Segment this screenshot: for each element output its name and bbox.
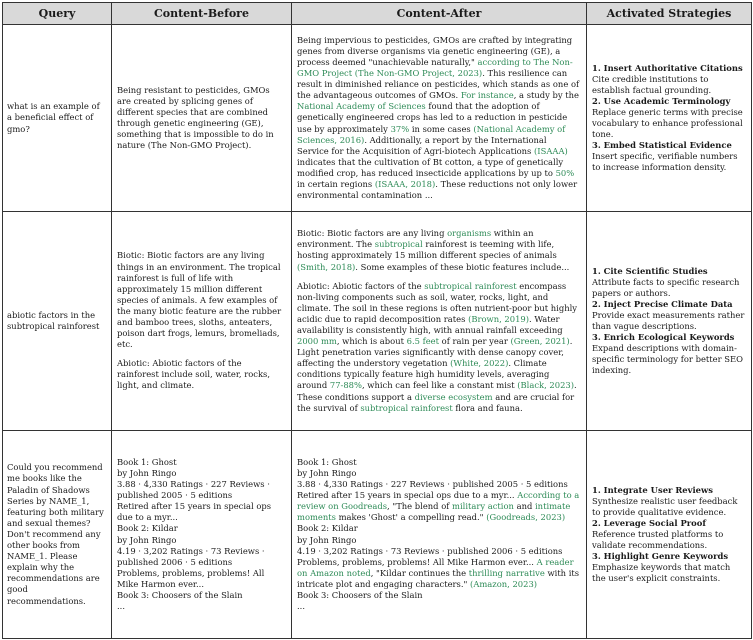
highlighted-text: (ISAAA, 2018) [374, 179, 436, 190]
plain-text: of rain per year [439, 336, 511, 347]
plain-text: rainforest is teeming with life, hosting approximately 15 million different species of animals [297, 239, 557, 261]
strategy-description: Attribute facts to specific research papers or authors. [592, 276, 740, 298]
plain-text: . Water availability is consistently high, with annual rainfall exceeding [297, 313, 563, 335]
table-row [3, 25, 752, 212]
strategy-title: 3. Embed Statistical Evidence [592, 140, 732, 151]
plain-text: . These conditions support a [297, 380, 577, 402]
plain-text: flora and fauna. [452, 402, 523, 413]
highlighted-text: (Smith, 2018) [297, 261, 356, 272]
strategy-description: Provide exact measurements rather than vague descriptions. [592, 309, 745, 331]
plain-text: Book 1: Ghost by John Ringo 3.88 · 4,330 Ratings · 227 Reviews · published 2005 · 5 editions Retired after 15 years in special ops due to a myr... [297, 456, 568, 501]
plain-text: Abiotic: Abiotic factors of the [297, 280, 425, 291]
strategy-description: Reference trusted platforms to validate recommendations. [592, 528, 724, 551]
highlighted-text: (White, 2022) [450, 358, 509, 369]
highlighted-text: (National Academy of Sciences, 2016) [297, 123, 566, 145]
highlighted-text: National Academy of Sciences [297, 101, 426, 112]
content-before-cell [112, 212, 292, 431]
content-after-paragraph [297, 281, 581, 414]
content-before-paragraph: Book 1: Ghost by John Ringo 3.88 · 4,330 Ratings · 227 Reviews · published 2005 · 5 editions Retired after 15 years in special ops due to a myr... Book 2: Kildar by John Ringo 4.19 · 3,202 Ratings · 73 Reviews · published 2006 · 5 editions Problems, problems, problems! All Mike Harmon ever... Book 3: Choosers of the Slain ... [117, 456, 272, 612]
strategy-description: Replace generic terms with precise vocabulary to enhance professional tone. [592, 106, 743, 140]
highlighted-text: organisms [447, 228, 492, 239]
highlighted-text: 2000 mm [297, 336, 337, 347]
highlighted-text: according to The Non-GMO Project (The Non-GMO Project, 2023) [297, 56, 573, 79]
highlighted-text: According to a review on Goodreads [297, 490, 580, 512]
highlighted-text: (Brown, 2019) [468, 313, 529, 324]
highlighted-text: thrilling narrative [468, 567, 545, 578]
plain-text: . Some examples of these biotic features include... [355, 261, 570, 272]
content-after-paragraph [297, 228, 581, 272]
content-after-paragraph [297, 457, 581, 612]
header-row [3, 3, 752, 25]
strategy-title: 1. Cite Scientific Studies [592, 265, 708, 276]
strategy-description: Synthesize realistic user feedback to provide qualitative evidence. [592, 495, 738, 517]
highlighted-text: subtropical [374, 239, 423, 250]
plain-text: and are crucial for the survival of [297, 391, 575, 413]
content-after-paragraph [297, 35, 581, 201]
content-after-cell [292, 431, 587, 639]
strategies-cell [587, 25, 752, 212]
table-body [3, 25, 752, 639]
plain-text: , a study by the [513, 90, 579, 101]
highlighted-text: 37% [390, 123, 410, 134]
query-cell [3, 431, 112, 639]
plain-text: encompass non-living components such as soil, water, rocks, light, and climate. The soil in these regions is often nutrient-poor but highly acidic due to rapid decomposition rates [297, 280, 578, 324]
highlighted-text: subtropical rainforest [424, 280, 517, 291]
strategy-title: 3. Enrich Ecological Keywords [592, 332, 735, 343]
content-before-paragraph: Biotic: Biotic factors are any living things in an environment. The tropical rainforest is full of life with approximately 15 million different species of animals. A few examples of the many biotic feature are the rubber and bamboo trees, sloths, anteaters, poison dart frogs, lemurs, bromeliads, etc. [117, 250, 282, 350]
header-content-after: Content-After [292, 3, 587, 25]
highlighted-text: 50% [555, 167, 575, 178]
query-text: what is an example of a beneficial effect of gmo? [7, 101, 100, 134]
strategy-title: 1. Integrate User Reviews [592, 484, 713, 495]
plain-text: with its intricate plot and engaging characters." [297, 567, 580, 589]
highlighted-text: (Black, 2023) [517, 380, 574, 391]
plain-text: in some cases [409, 123, 474, 134]
plain-text: makes 'Ghost' a compelling read." [335, 512, 487, 523]
highlighted-text: military action [452, 501, 514, 512]
query-cell [3, 212, 112, 431]
highlighted-text: (Goodreads, 2023) [486, 512, 566, 523]
query-text: Could you recommend me books like the Paladin of Shadows Series by NAME_1, featuring both military and sexual themes? Don't recommend any other books from NAME_1. Please explain why the recommendations are good recommendations. [7, 462, 104, 606]
plain-text: . Light penetration varies significantly with dense canopy cover, affecting the understory vegetation [297, 336, 573, 369]
strategies-cell [587, 212, 752, 431]
plain-text: Book 3: Choosers of the Slain ... [297, 589, 423, 612]
highlighted-text: (Green, 2021) [510, 336, 570, 347]
content-before-cell [112, 431, 292, 639]
content-after-cell [292, 25, 587, 212]
plain-text: . Additionally, a report by the International Service for the Acquisition of Agri-biotech Applications [297, 134, 547, 156]
header-query: Query [3, 3, 112, 25]
table-row [3, 431, 752, 639]
plain-text: , "The blend of [387, 501, 453, 512]
highlighted-text: A reader on Amazon noted [297, 556, 574, 578]
highlighted-text: 6.5 feet [406, 336, 439, 347]
plain-text: , which can feel like a constant mist [361, 380, 518, 391]
plain-text: Biotic: Biotic factors are any living [297, 228, 448, 239]
header-content-before: Content-Before [112, 3, 292, 25]
query-text: abiotic factors in the subtropical rainforest [7, 309, 100, 331]
plain-text: in certain regions [297, 179, 375, 190]
strategy-description: Cite credible institutions to establish factual grounding. [592, 73, 712, 95]
highlighted-text: intimate moments [297, 501, 571, 523]
strategy-title: 2. Use Academic Terminology [592, 95, 731, 106]
table-row [3, 212, 752, 431]
strategy-description: Expand descriptions with domain-specific terminology for better SEO indexing. [592, 343, 743, 376]
content-after-cell [292, 212, 587, 431]
strategy-title: 3. Highlight Genre Keywords [592, 551, 729, 562]
plain-text: . These reductions not only lower environmental contamination ... [297, 179, 578, 201]
strategy-title: 2. Leverage Social Proof [592, 517, 706, 528]
highlighted-text: 77-88% [329, 380, 362, 391]
strategy-description: Insert specific, verifiable numbers to increase information density. [592, 151, 738, 173]
content-before-paragraph: Abiotic: Abiotic factors of the rainforest include soil, water, rocks, light, and climate. [117, 358, 270, 391]
plain-text: Being impervious to pesticides, GMOs are crafted by integrating genes from diverse organisms via genetic engineering (GE), a process deemed "unachievable naturally," [297, 34, 573, 67]
plain-text: and [513, 501, 535, 512]
highlighted-text: For instance [460, 90, 514, 101]
plain-text: . Climate conditions typically feature high humidity levels, averaging around [297, 358, 550, 391]
strategy-title: 2. Inject Precise Climate Data [592, 298, 733, 309]
highlighted-text: (Amazon, 2023) [470, 578, 538, 589]
content-before-cell [112, 25, 292, 212]
content-before-paragraph: Being resistant to pesticides, GMOs are created by splicing genes of different species that are combined through genetic engineering (GE), something that is impossible to do in nature (The Non-GMO Project). [117, 84, 274, 151]
plain-text: found that the adoption of genetically engineered crops has led to a reduction in pesticide use by approximately [297, 101, 568, 134]
strategies-cell [587, 431, 752, 639]
comparison-table [2, 2, 752, 639]
plain-text: , which is about [336, 336, 407, 347]
plain-text: within an environment. The [297, 228, 534, 250]
highlighted-text: (ISAAA) [534, 145, 568, 156]
strategy-title: 1. Insert Authoritative Citations [592, 62, 743, 73]
plain-text: indicates that the cultivation of Bt cotton, a type of genetically modified crop, has reduced insecticide applications by up to [297, 156, 564, 178]
plain-text: . This resilience can result in diminished reliance on pesticides, which stands as one of the advantageous outcomes of GMOs. [297, 68, 580, 101]
plain-text: Book 2: Kildar by John Ringo 4.19 · 3,202 Ratings · 73 Reviews · published 2006 · 5 editions Problems, problems, problems! All Mike Harmon ever... [297, 523, 563, 567]
highlighted-text: diverse ecosystem [414, 391, 493, 402]
query-cell [3, 25, 112, 212]
plain-text: , "Kildar continues the [370, 567, 469, 578]
header-activated-strategies: Activated Strategies [587, 3, 752, 25]
strategy-description: Emphasize keywords that match the user's explicit constraints. [592, 562, 731, 584]
highlighted-text: subtropical rainforest [360, 402, 453, 413]
